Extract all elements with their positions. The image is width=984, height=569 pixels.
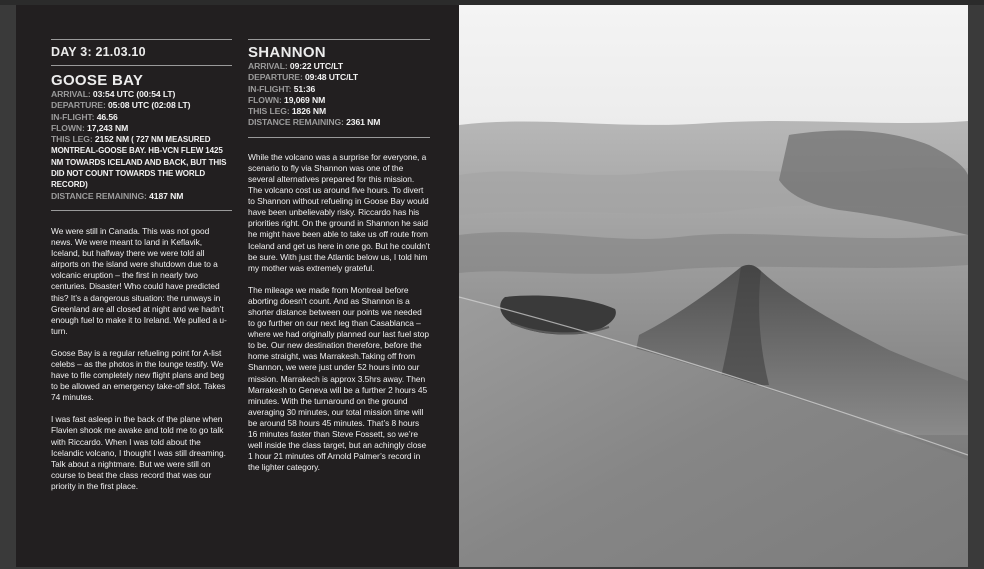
stat-in-flight: IN-FLIGHT: 46.56 <box>51 111 118 122</box>
stat-flown: FLOWN: 17,243 NM <box>51 122 129 133</box>
goose-bay-column <box>51 39 232 492</box>
divider <box>248 39 430 40</box>
text-page <box>16 5 459 567</box>
paragraph: While the volcano was a surprise for everyone, a scenario to fly via Shannon was one of the several alternatives prepared for this mission. The volcano cost us around five hours. To divert to Shannon without refueling in Goose Bay would have been unbelievably risky. Riccardo has his priorities right. On the ground in Shannon he said he might have been able to take us off route from Iceland and get us here in one go. But he couldn’t be sure. With just the Atlantic below us, I told him my mother was extremely grateful. <box>248 151 430 273</box>
paragraph: I was fast asleep in the back of the plane when Flavien shook me awake and told me to go talk with Riccardo. When I was told about the Icelandic volcano, I thought I was still dreaming. Talk about a nightmare. But we were still on course to beat the class record that was our priority in the first place. <box>51 414 226 491</box>
stat-arrival: ARRIVAL: 03:54 UTC (00:54 LT) <box>51 89 176 99</box>
volcano-photo <box>459 5 968 567</box>
divider <box>248 137 430 138</box>
day-title: DAY 3: 21.03.10 <box>51 45 146 59</box>
flight-stats-goose-bay <box>51 89 232 202</box>
stat-distance-remaining: DISTANCE REMAINING: 2361 NM <box>248 117 381 128</box>
paragraph: The mileage we made from Montreal before aborting doesn’t count. And as Shannon is a shorter distance between our points we needed to go further on our next leg than Casablanca – where we had originally planned our last fuel stop to be. Our new destination therefore, before the home straight, was Marrakesh.Taking off from Shannon, we were just under 52 hours into our mission. Marrakech is approx 3.5hrs away. Then Marrakesh to Geneva will be a further 2 hours 45 minutes. With the turnaround on the ground averaging 30 minutes, our total mission time will be around 58 hours 45 minutes. That’s 8 hours 16 minutes faster than Steve Fossett, so we’re well inside the class target, but an achingly close 1 hour 21 minutes off Arnold Palmer’s record in the lighter category. <box>248 284 429 473</box>
flight-stats-shannon <box>248 61 430 129</box>
divider <box>51 39 232 40</box>
divider <box>51 65 232 66</box>
stat-this-leg: THIS LEG: 2152 NM ( 727 NM MEASURED MONTREAL-GOOSE BAY. HB-VCN FLEW 1425 NM TOWARDS ICELAND AND BACK, BUT THIS DID NOT COUNT TOWARDS THE WORLD RECORD) <box>51 134 227 190</box>
shannon-column <box>248 39 430 473</box>
stat-departure: DEPARTURE: 05:08 UTC (02:08 LT) <box>51 100 191 111</box>
magazine-spread <box>16 5 968 567</box>
stat-departure: DEPARTURE: 09:48 UTC/LT <box>248 72 359 83</box>
divider <box>51 210 232 211</box>
stat-distance-remaining: DISTANCE REMAINING: 4187 NM <box>51 190 184 201</box>
location-title-shannon: SHANNON <box>248 44 326 61</box>
stat-this-leg: THIS LEG: 1826 NM <box>248 106 327 117</box>
stat-arrival: ARRIVAL: 09:22 UTC/LT <box>248 61 343 71</box>
location-title-goose-bay: GOOSE BAY <box>51 72 144 89</box>
paragraph: Goose Bay is a regular refueling point for A-list celebs – as the photos in the lounge testify. We have to file completely new flight plans and beg to be allowed an emergency take-off slot. Takes 74 minutes. <box>51 347 226 403</box>
paragraph: We were still in Canada. This was not good news. We were meant to land in Keflavik, Iceland, but halfway there we were told all airports on the island were shutdown due to a volcanic eruption – the first in nearly two centuries. Disaster! Who could have predicted this? It’s a dangerous situation: the runways in Greenland are all closed at night and we hadn’t enough fuel to make it to Ireland. We pulled a u-turn. <box>51 225 227 336</box>
stat-flown: FLOWN: 19,069 NM <box>248 94 326 105</box>
stat-in-flight: IN-FLIGHT: 51:36 <box>248 83 316 94</box>
